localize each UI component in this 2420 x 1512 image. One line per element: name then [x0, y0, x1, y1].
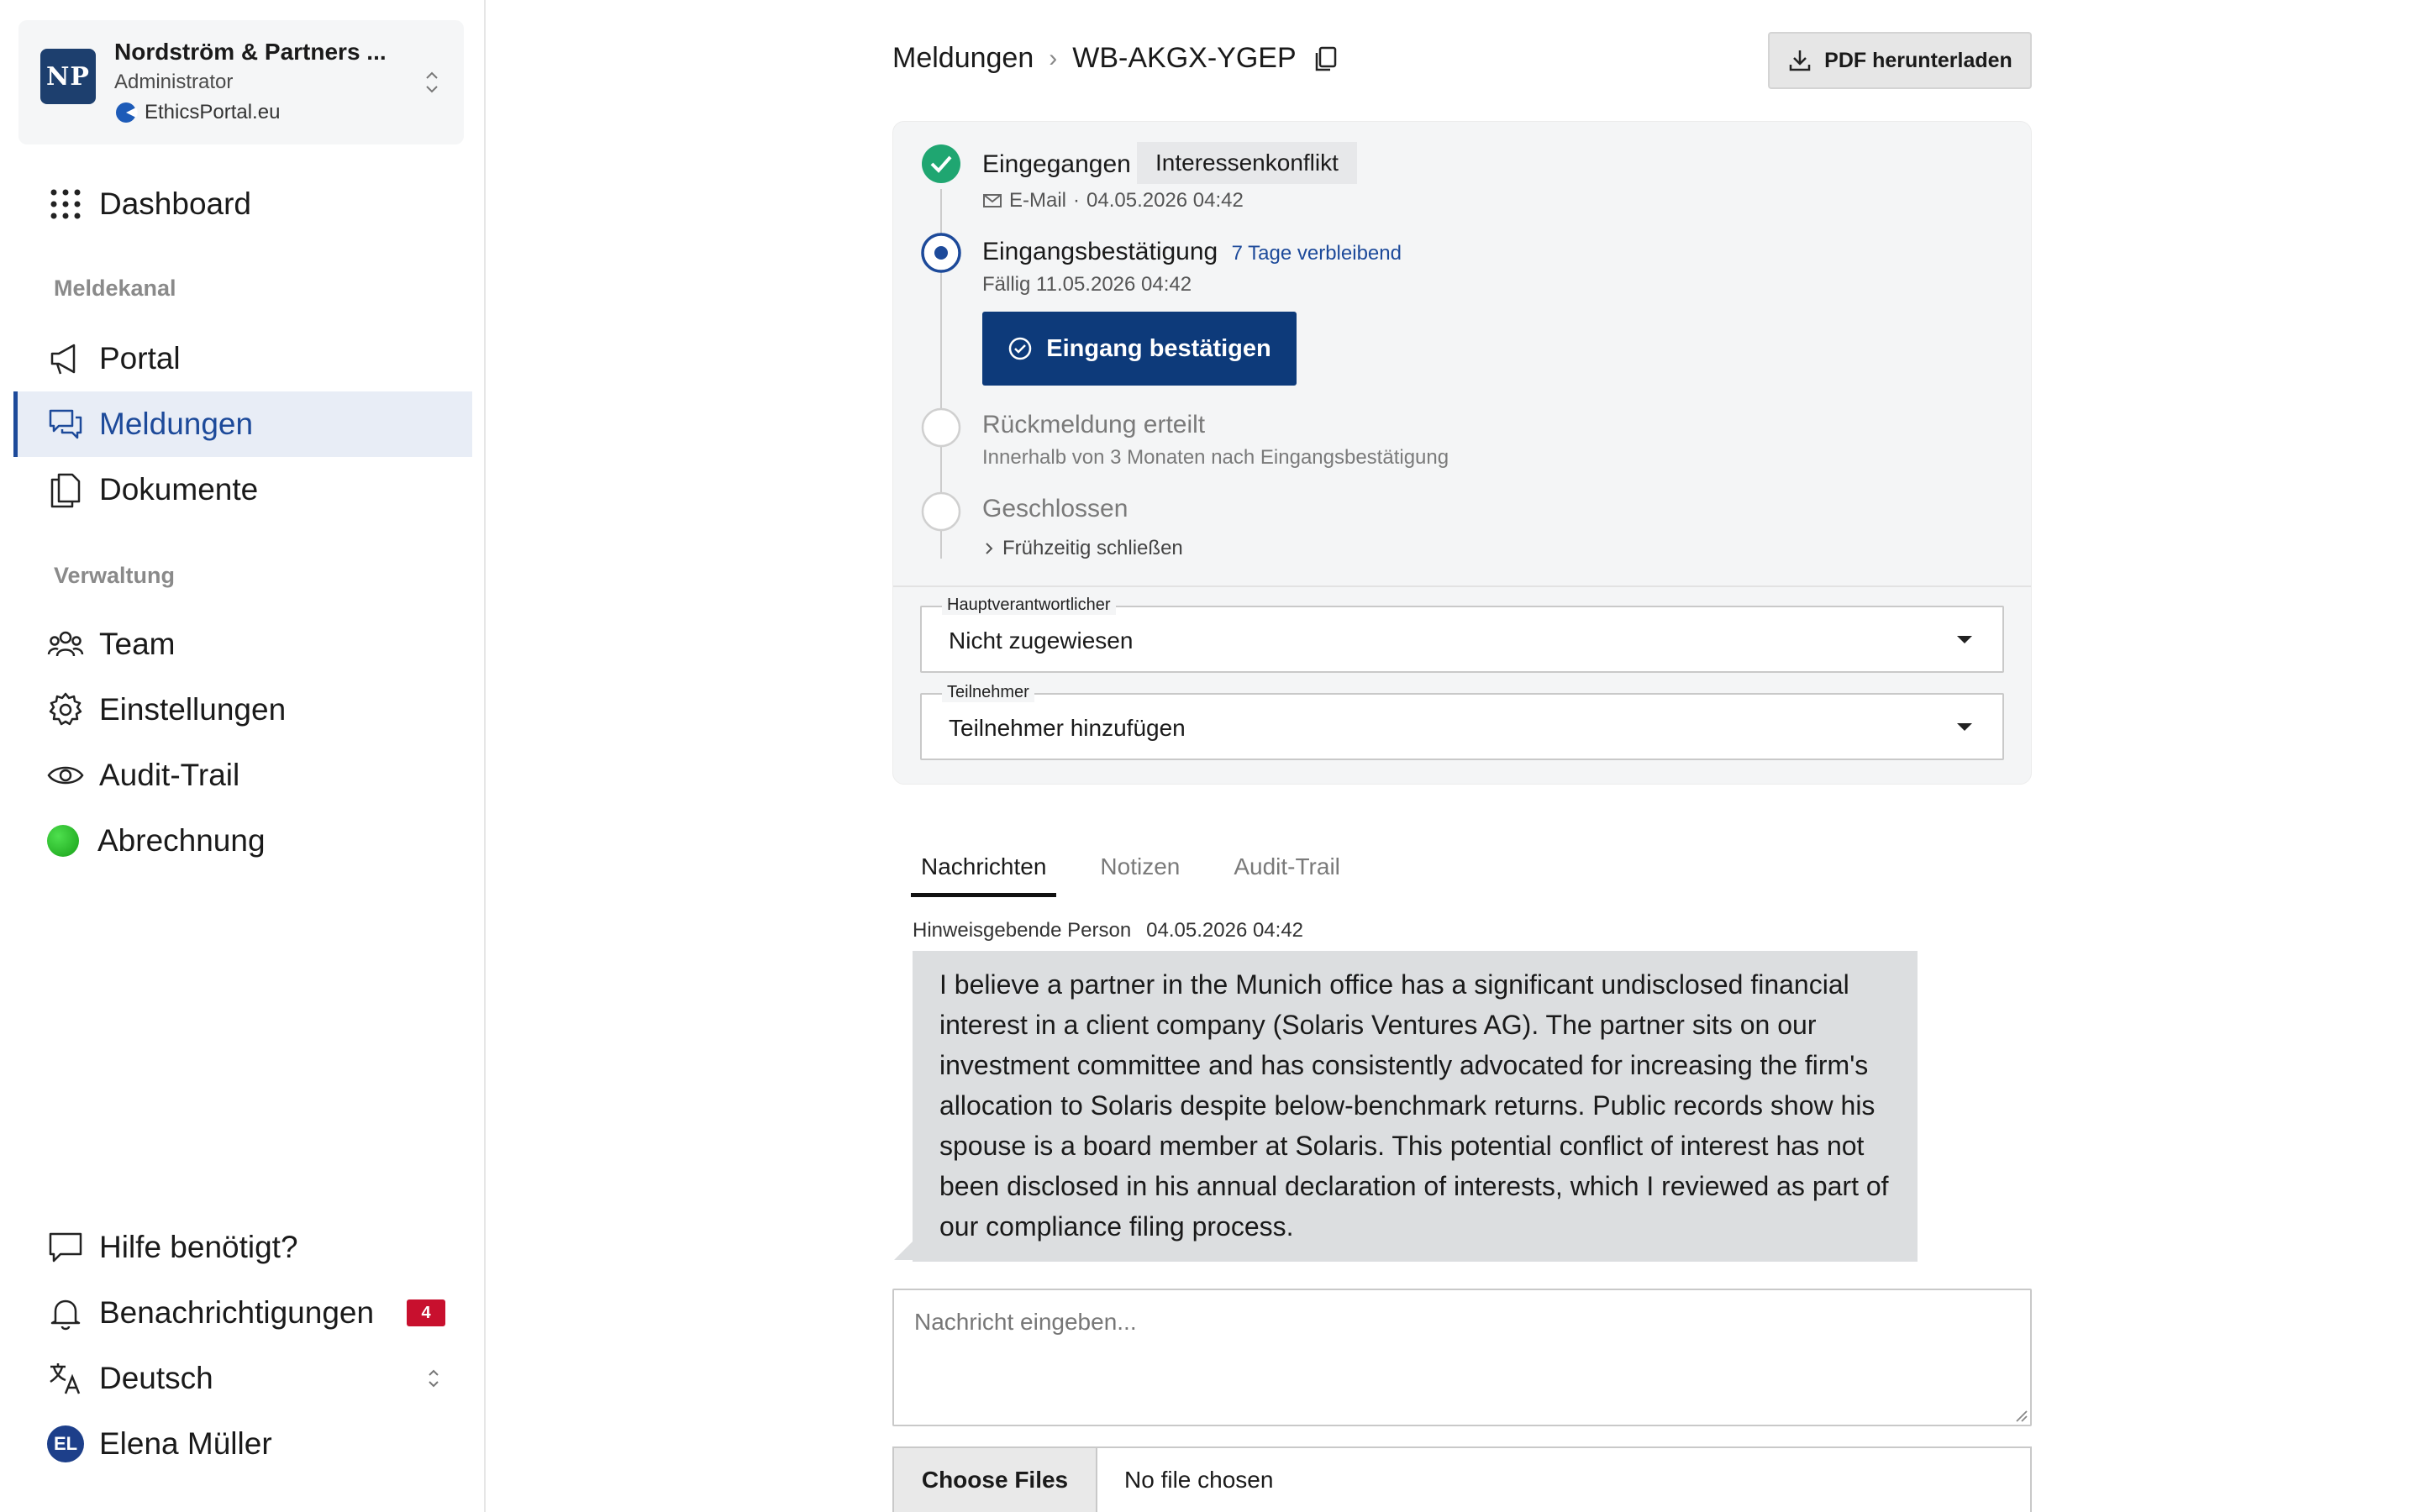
nav-team[interactable]	[13, 612, 472, 677]
nav-documents-label: Dokumente	[99, 472, 259, 507]
nav-portal-label: Portal	[99, 341, 181, 375]
portal-logo-icon	[114, 101, 138, 124]
breadcrumb-parent-link[interactable]: Meldungen	[892, 42, 1034, 74]
download-icon	[1787, 48, 1812, 73]
deadline-remaining: 7 Tage verbleibend	[1231, 242, 1402, 265]
nav-team-label: Team	[99, 627, 176, 661]
tab-messages[interactable]: Nachrichten	[911, 840, 1056, 894]
notifications-badge: 4	[407, 1299, 445, 1326]
chevron-updown-icon	[424, 67, 440, 97]
nav-user-profile[interactable]	[13, 1411, 472, 1477]
avatar: EL	[47, 1425, 84, 1462]
assignee-value: Nicht zugewiesen	[949, 627, 1134, 654]
nav-settings[interactable]	[13, 677, 472, 743]
download-pdf-button[interactable]	[1768, 32, 2032, 89]
confirm-receipt-button[interactable]	[982, 312, 1297, 386]
assignee-label: Hauptverantwortlicher	[942, 596, 1116, 615]
message-date: 04.05.2026 04:42	[1146, 919, 1304, 942]
step-received-meta	[982, 189, 1244, 213]
caret-down-icon	[1957, 636, 1972, 643]
message-meta	[913, 919, 1303, 942]
file-upload	[892, 1446, 2032, 1512]
chevron-updown-icon	[425, 1366, 442, 1391]
eye-icon	[47, 757, 84, 794]
check-circle-outline-icon	[1007, 336, 1033, 361]
received-channel: E-Mail	[1009, 189, 1067, 212]
resize-handle-icon[interactable]	[2013, 1408, 2028, 1423]
grid-icon	[47, 186, 84, 223]
current-step-icon	[921, 233, 961, 273]
nav-audit-trail-label: Audit-Trail	[99, 758, 240, 792]
early-close-toggle[interactable]	[982, 537, 1183, 560]
bell-icon	[47, 1294, 84, 1331]
mail-icon	[982, 192, 1002, 209]
nav-help-label: Hilfe benötigt?	[99, 1230, 298, 1264]
category-tag: Interessenkonflikt	[1137, 142, 1357, 184]
breadcrumb-current: WB-AKGX-YGEP	[1072, 42, 1297, 74]
nav-reports[interactable]	[13, 391, 472, 457]
message-bubble: I believe a partner in the Munich office has a significant undisclosed financial interest in a client company (Solaris Ventures AG). The partner sits on our investment committee and has consistently advocated for increasing the firm's allocation to Solaris despite below-benchmark returns. Public records show his spouse is a board member at Solaris. This potential conflict of interest has not been disclosed in his annual declaration of interests, which I reviewed as part of our compliance filing process.	[913, 951, 1918, 1262]
download-pdf-label: PDF herunterladen	[1824, 48, 2012, 72]
nav-portal[interactable]	[13, 326, 472, 391]
chevron-right-icon	[982, 540, 996, 557]
early-close-label: Frühzeitig schließen	[1002, 537, 1183, 559]
org-switcher[interactable]	[18, 20, 464, 144]
org-logo: NP	[40, 49, 96, 104]
nav-language-label: Deutsch	[99, 1361, 213, 1395]
message-author: Hinweisgebende Person	[913, 919, 1132, 942]
breadcrumb-separator: ›	[1049, 44, 1058, 72]
nav-help[interactable]	[13, 1215, 472, 1280]
chat-bubbles-icon	[47, 406, 84, 443]
copy-icon[interactable]	[1312, 45, 1340, 73]
participants-select[interactable]	[920, 683, 2004, 760]
step-acknowledgement-due: Fällig 11.05.2026 04:42	[982, 273, 1192, 296]
nav-audit-trail[interactable]	[13, 743, 472, 808]
section-label-admin: Verwaltung	[54, 563, 176, 588]
org-portal-label: EthicsPortal.eu	[145, 101, 281, 123]
step-feedback-sub: Innerhalb von 3 Monaten nach Eingangsbestätigung	[982, 446, 1449, 469]
tab-notes[interactable]: Notizen	[1100, 853, 1181, 879]
message-tabs	[911, 840, 1384, 894]
card-divider	[893, 585, 2031, 587]
pending-step-icon	[921, 491, 961, 532]
meta-separator: ·	[1073, 189, 1081, 212]
step-closed-title: Geschlossen	[982, 495, 1128, 522]
speech-bubble-icon	[47, 1229, 84, 1266]
choose-files-button[interactable]: Choose Files	[894, 1448, 1097, 1512]
users-icon	[47, 626, 84, 663]
pending-step-icon	[921, 407, 961, 448]
case-status-card	[892, 121, 2032, 785]
participants-value: Teilnehmer hinzufügen	[949, 715, 1186, 741]
caret-down-icon	[1957, 723, 1972, 731]
nav-reports-label: Meldungen	[99, 407, 254, 441]
message-bubble-tail	[894, 1240, 914, 1260]
nav-billing-label: Abrechnung	[97, 823, 266, 858]
confirm-receipt-label: Eingang bestätigen	[1046, 334, 1271, 362]
org-portal	[114, 101, 280, 124]
check-circle-icon	[921, 144, 961, 184]
sidebar	[0, 0, 486, 1512]
step-feedback-title: Rückmeldung erteilt	[982, 411, 1206, 438]
nav-notifications-label: Benachrichtigungen	[99, 1295, 375, 1330]
user-name: Elena Müller	[99, 1426, 272, 1461]
section-label-channel: Meldekanal	[54, 276, 176, 301]
nav-billing[interactable]	[13, 808, 472, 874]
nav-dashboard-label: Dashboard	[99, 186, 252, 221]
tab-audit-trail[interactable]: Audit-Trail	[1234, 853, 1340, 879]
assignee-select[interactable]	[920, 596, 2004, 673]
step-acknowledgement-title	[982, 238, 1402, 266]
message-input[interactable]	[892, 1289, 2032, 1426]
nav-notifications[interactable]	[13, 1280, 472, 1346]
nav-dashboard[interactable]	[13, 171, 472, 237]
received-date: 04.05.2026 04:42	[1086, 189, 1244, 212]
breadcrumb	[892, 42, 1340, 75]
billing-status-icon	[47, 825, 79, 857]
nav-documents[interactable]	[13, 457, 472, 522]
nav-settings-label: Einstellungen	[99, 692, 287, 727]
org-name: Nordström & Partners ...	[114, 39, 387, 65]
step-acknowledgement-label: Eingangsbestätigung	[982, 238, 1218, 265]
translate-icon	[47, 1360, 84, 1397]
file-status: No file chosen	[1124, 1467, 1274, 1493]
gear-icon	[47, 691, 84, 728]
step-received-title: Eingegangen	[982, 150, 1131, 178]
documents-icon	[47, 471, 84, 508]
nav-language[interactable]	[13, 1346, 472, 1411]
participants-label: Teilnehmer	[942, 683, 1034, 702]
megaphone-icon	[47, 340, 84, 377]
org-role: Administrator	[114, 71, 234, 93]
